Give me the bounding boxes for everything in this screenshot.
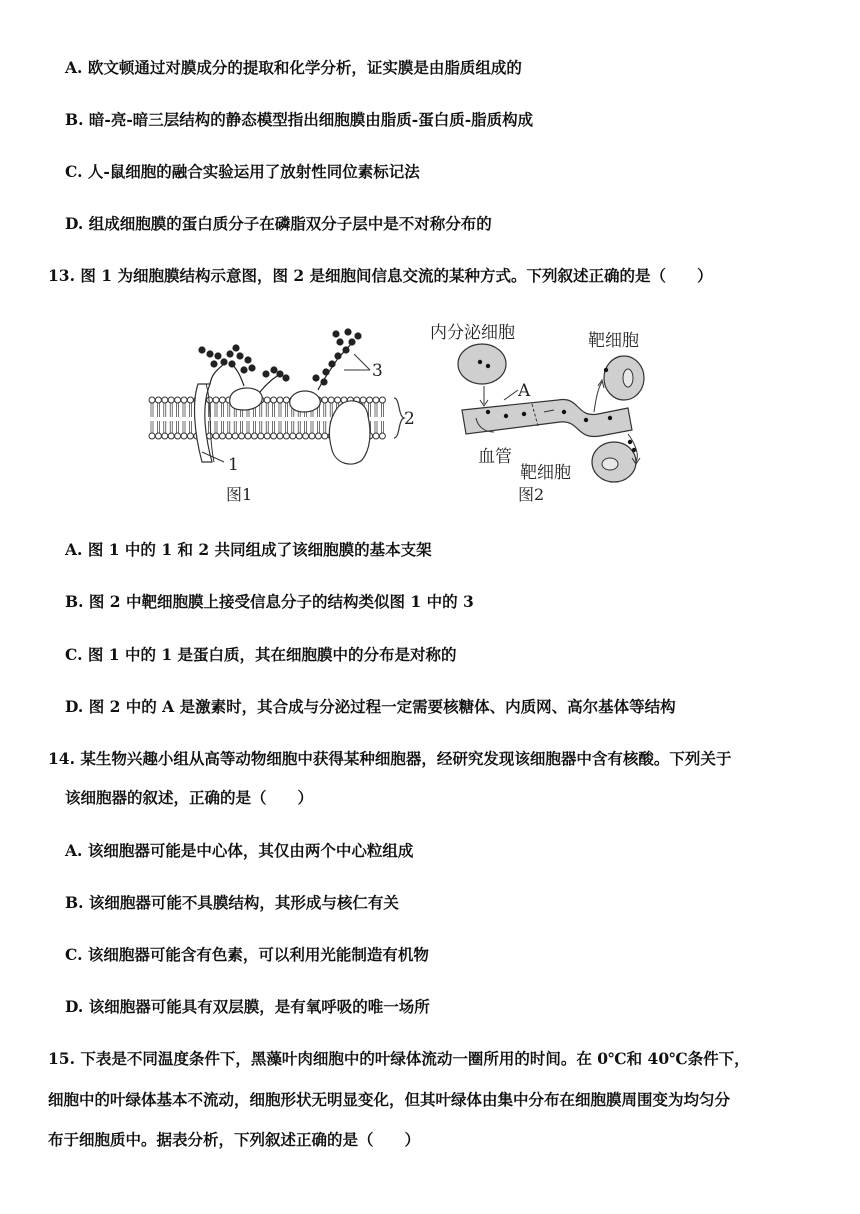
q13-option-b: B. 图 2 中靶细胞膜上接受信息分子的结构类似图 1 中的 3 — [65, 592, 474, 611]
target-cell-bottom-label: 靶细胞 — [520, 463, 571, 483]
phospholipid-head — [232, 433, 238, 439]
q14-stem-line1: 14. 某生物兴趣小组从高等动物细胞中获得某种细胞器，经研究发现该细胞器中含有核酸。下列关于 — [48, 749, 732, 768]
phospholipid-head — [283, 397, 289, 403]
phospholipid-head — [207, 397, 213, 403]
phospholipid-head — [360, 397, 366, 403]
phospholipid-head — [181, 397, 187, 403]
membrane-diagram — [148, 329, 415, 504]
q14-stem-line2: 该细胞器的叙述，正确的是（ ） — [65, 788, 314, 807]
q13-option-d: D. 图 2 中的 A 是激素时，其合成与分泌过程一定需要核糖体、内质网、高尔基体等结构 — [65, 697, 676, 716]
peripheral-protein — [230, 388, 263, 410]
q15-line3: 布于细胞质中。据表分析，下列叙述正确的是（ ） — [48, 1130, 421, 1149]
blood-vessel-label: 血管 — [478, 447, 512, 467]
phospholipid-head — [328, 397, 334, 403]
q12-option-c: C. 人-鼠细胞的融合实验运用了放射性同位素标记法 — [65, 162, 420, 181]
phospholipid-head — [290, 433, 296, 439]
phospholipid-head — [315, 433, 321, 439]
endocrine-cell — [458, 344, 506, 384]
phospholipid-head — [162, 433, 168, 439]
phospholipid-head — [175, 433, 181, 439]
phospholipid-head — [271, 397, 277, 403]
phospholipid-head — [303, 433, 309, 439]
phospholipid-head — [277, 397, 283, 403]
phospholipid-head — [258, 433, 264, 439]
label-1: 1 — [228, 455, 239, 475]
phospholipid-head — [296, 433, 302, 439]
q15-line2: 细胞中的叶绿体基本不流动，细胞形状无明显变化，但其叶绿体由集中分布在细胞膜周围变为均匀分 — [48, 1090, 731, 1109]
phospholipid-head — [149, 397, 155, 403]
phospholipid-head — [264, 433, 270, 439]
phospholipid-head — [175, 397, 181, 403]
phospholipid-head — [379, 433, 385, 439]
target-cell-top-label: 靶细胞 — [588, 331, 639, 351]
q14-option-b: B. 该细胞器可能不具膜结构，其形成与核仁有关 — [65, 893, 399, 912]
q13-stem: 13. 图 1 为细胞膜结构示意图，图 2 是细胞间信息交流的某种方式。下列叙述正确的是（ ） — [48, 266, 713, 285]
phospholipid-head — [181, 433, 187, 439]
label-3: 3 — [372, 361, 383, 381]
endocrine-cell-label: 内分泌细胞 — [430, 323, 515, 343]
q12-option-a: A. 欧文顿通过对膜成分的提取和化学分析，证实膜是由脂质组成的 — [65, 58, 522, 77]
phospholipid-head — [309, 433, 315, 439]
phospholipid-head — [373, 433, 379, 439]
q13-option-c: C. 图 1 中的 1 是蛋白质，其在细胞膜中的分布是对称的 — [65, 645, 457, 664]
q14-option-d: D. 该细胞器可能具有双层膜，是有氧呼吸的唯一场所 — [65, 997, 430, 1016]
phospholipid-head — [322, 433, 328, 439]
phospholipid-head — [379, 397, 385, 403]
fig1-caption: 图1 — [226, 485, 253, 504]
q13-figure — [140, 312, 670, 508]
phospholipid-head — [373, 397, 379, 403]
phospholipid-head — [335, 397, 341, 403]
phospholipid-head — [226, 433, 232, 439]
phospholipid-head — [322, 397, 328, 403]
phospholipid-head — [213, 433, 219, 439]
phospholipid-head — [219, 433, 225, 439]
q14-option-a: A. 该细胞器可能是中心体，其仅由两个中心粒组成 — [65, 841, 414, 860]
phospholipid-head — [239, 433, 245, 439]
phospholipid-head — [168, 397, 174, 403]
phospholipid-head — [277, 433, 283, 439]
label-a: A — [518, 381, 531, 401]
label-2: 2 — [404, 409, 415, 429]
q12-option-d: D. 组成细胞膜的蛋白质分子在磷脂双分子层中是不对称分布的 — [65, 214, 492, 233]
phospholipid-head — [155, 433, 161, 439]
q13-option-a: A. 图 1 中的 1 和 2 共同组成了该细胞膜的基本支架 — [65, 540, 432, 559]
transmembrane-protein — [329, 401, 370, 464]
phospholipid-head — [207, 433, 213, 439]
q14-option-c: C. 该细胞器可能含有色素，可以利用光能制造有机物 — [65, 945, 429, 964]
phospholipid-head — [213, 397, 219, 403]
phospholipid-head — [367, 397, 373, 403]
phospholipid-head — [219, 397, 225, 403]
phospholipid-head — [168, 433, 174, 439]
phospholipid-head — [251, 433, 257, 439]
q15-line1: 15. 下表是不同温度条件下，黑藻叶肉细胞中的叶绿体流动一圈所用的时间。在 0℃和 40℃条件下， — [48, 1049, 750, 1068]
signaling-diagram — [430, 323, 644, 504]
phospholipid-head — [245, 433, 251, 439]
phospholipid-head — [264, 397, 270, 403]
embedded-protein — [290, 391, 321, 412]
phospholipid-head — [283, 433, 289, 439]
phospholipid-head — [187, 397, 193, 403]
q12-option-b: B. 暗-亮-暗三层结构的静态模型指出细胞膜由脂质-蛋白质-脂质构成 — [65, 110, 534, 129]
phospholipid-head — [155, 397, 161, 403]
phospholipid-head — [271, 433, 277, 439]
phospholipid-head — [162, 397, 168, 403]
phospholipid-head — [149, 433, 155, 439]
phospholipid-head — [187, 433, 193, 439]
fig2-caption: 图2 — [518, 485, 545, 504]
